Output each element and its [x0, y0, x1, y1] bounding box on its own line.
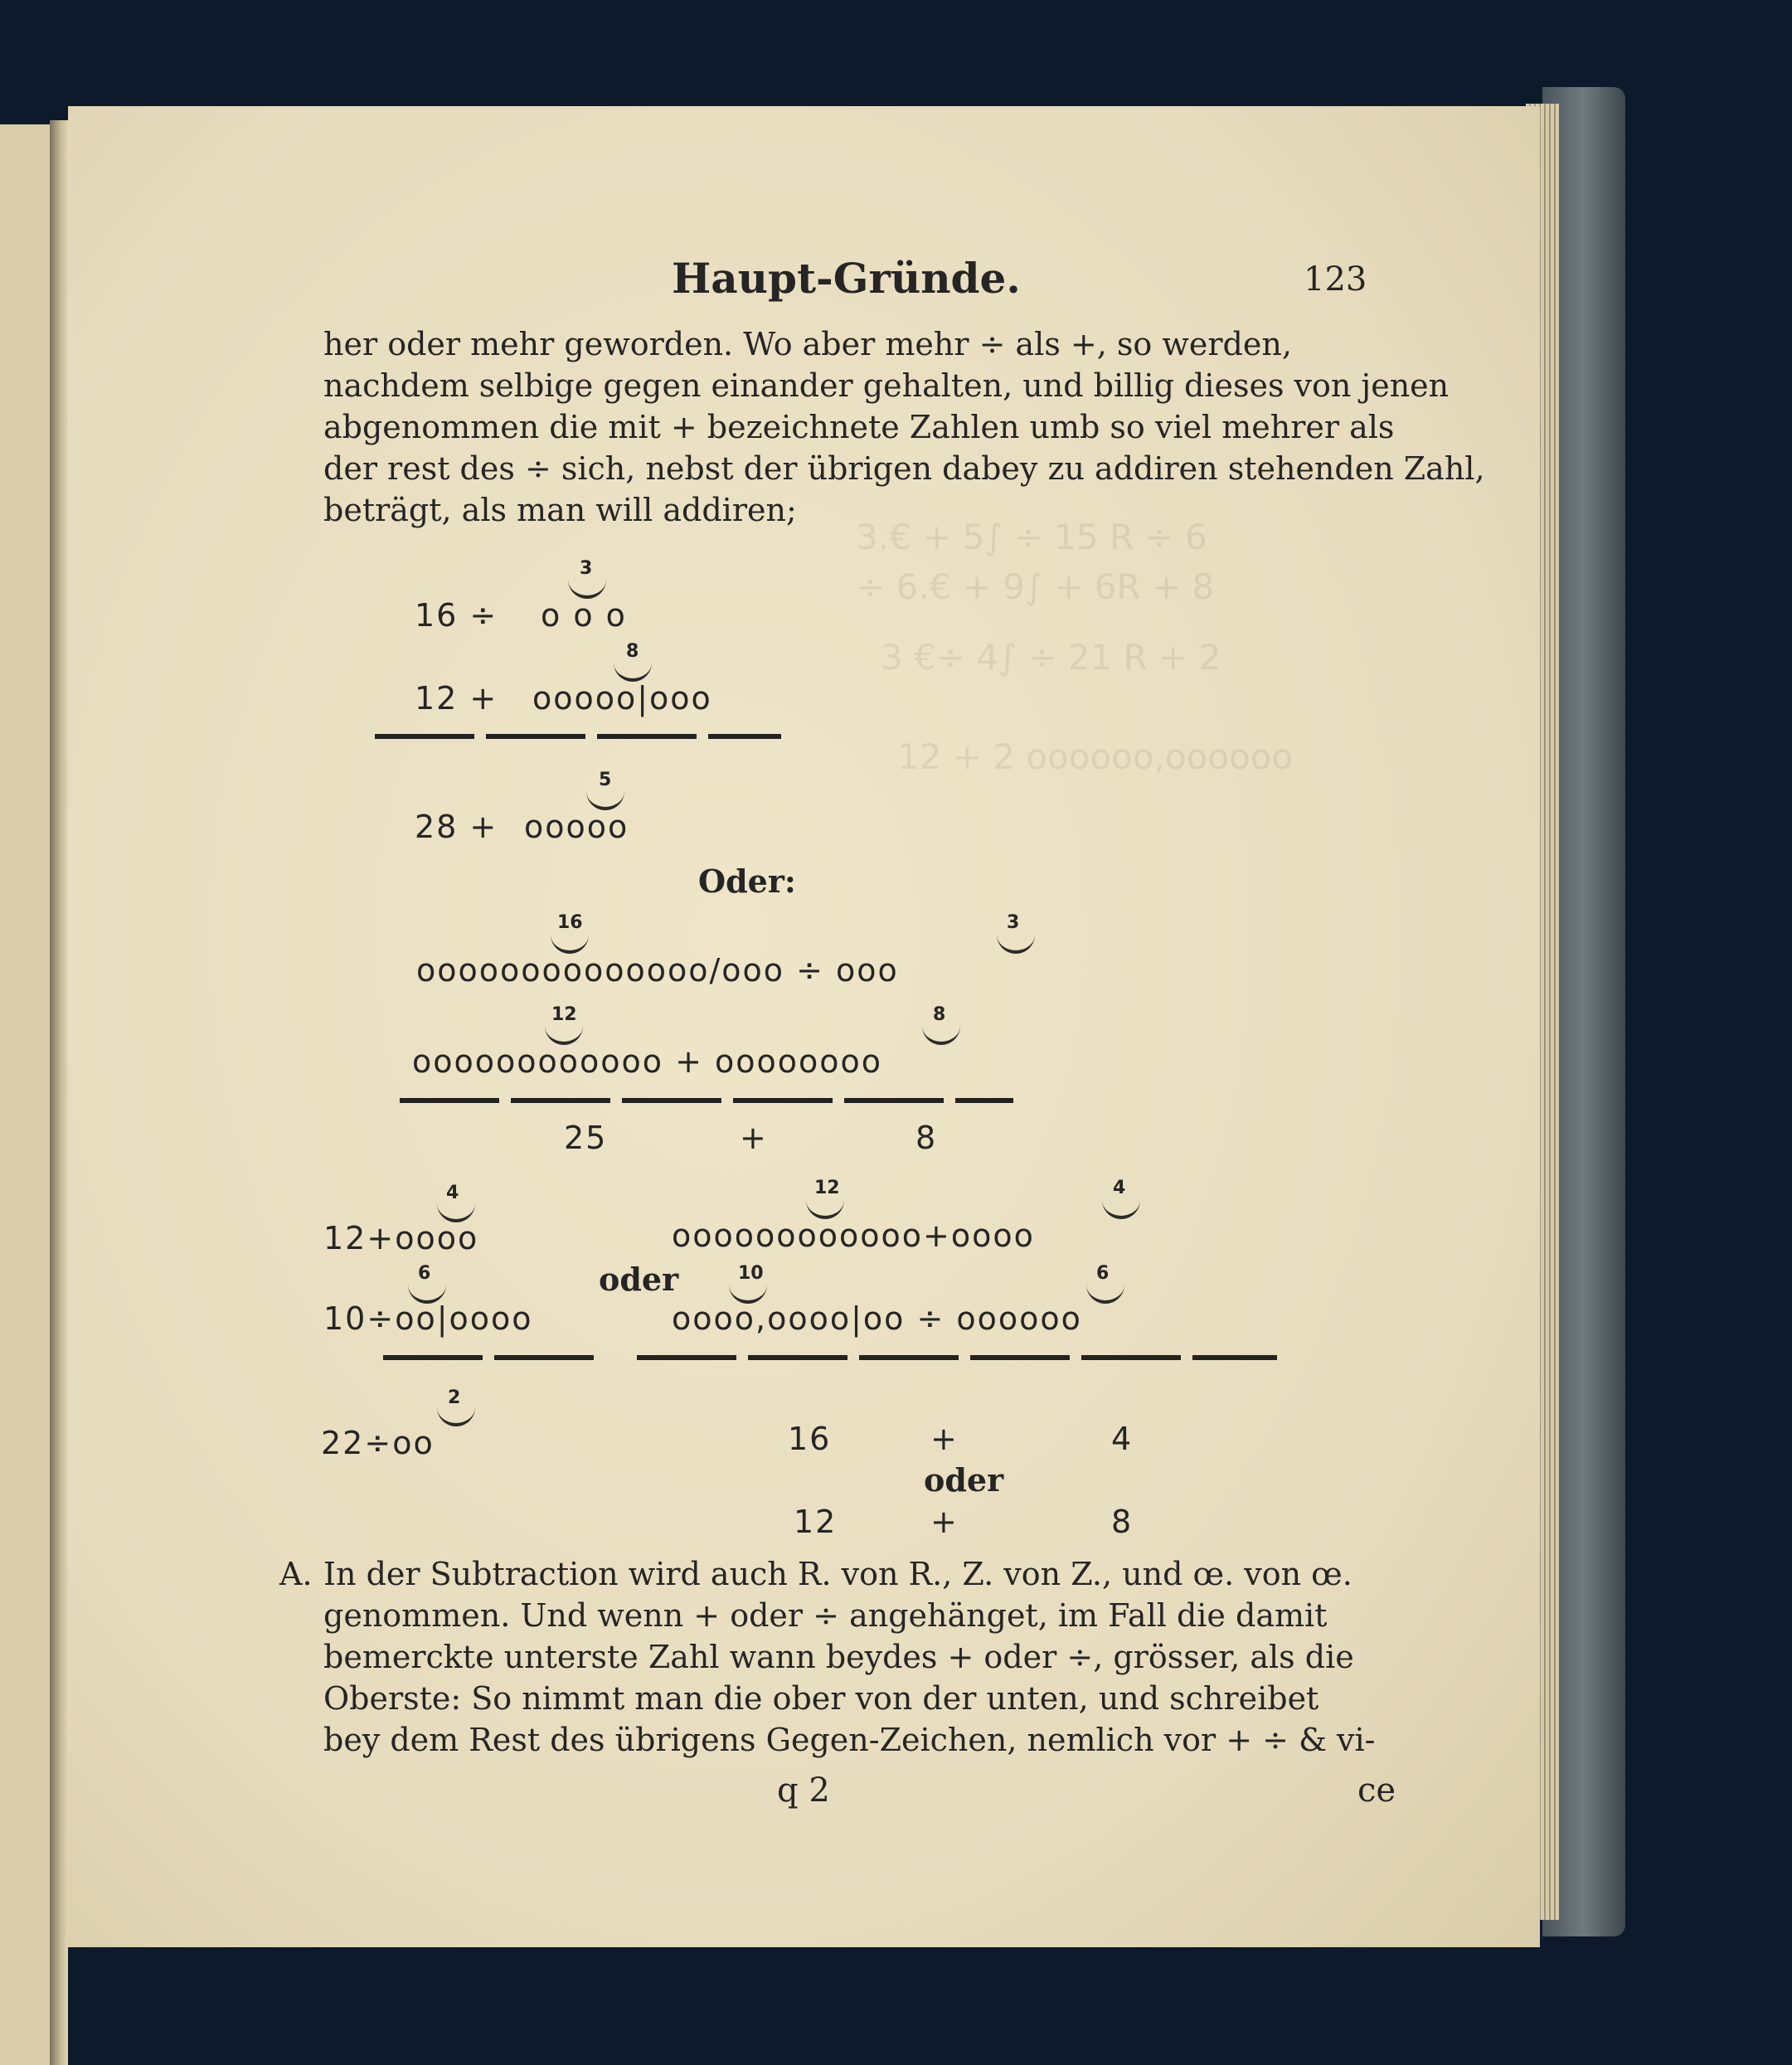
result-b: 8 [1111, 1504, 1134, 1540]
signature-mark: q 2 [777, 1771, 830, 1810]
oder-label: Oder: [698, 862, 796, 900]
group-arc [806, 1199, 844, 1219]
group-count: 6 [1096, 1263, 1110, 1284]
group-arc [545, 1025, 583, 1045]
text-line: bey dem Rest des übrigens Gegen-Zeichen, nemlich vor + ÷ & vi- [323, 1722, 1376, 1758]
sum-rule [637, 1355, 1277, 1360]
result-a: 12 [794, 1504, 838, 1540]
text-line: genommen. Und wenn + oder ÷ angehänget, im Fall die damit [323, 1597, 1328, 1634]
row-units: o o o [541, 597, 627, 634]
group-count: 2 [448, 1387, 461, 1408]
group-arc [551, 934, 589, 954]
text-line: bemerckte unterste Zahl wann beydes + oder ÷, grösser, als die [323, 1639, 1354, 1675]
group-count: 6 [418, 1263, 431, 1284]
catchword: ce [1357, 1771, 1396, 1810]
group-arc [586, 790, 624, 810]
result-op: + [930, 1504, 959, 1540]
group-count: 8 [933, 1004, 946, 1025]
text-line: nachdem selbige gegen einander gehalten, und billig dieses von jenen [323, 367, 1450, 404]
book-page: 3.€ + 5∫ ÷ 15 R ÷ 6 ÷ 6.€ + 9∫ + 6R + 8 3 €÷ 4∫ ÷ 21 R + 2 12 + 2 oooooo,oooooo Haupt-Gründe. 123 her oder mehr geworden. Wo aber mehr ÷ als +, so werden, nachdem selbige gegen einander gehalten, und billig dieses von jenen abgenommen die mit + bezeichnete Zahlen umb so viel mehrer als der rest des ÷ sich, nebst der übrigen dabey zu addiren stehenden Zahl, beträgt, als man will addiren; 3 16 ÷ o o o 8 12 + ooooo|ooo 5 28 + ooooo Oder: 16 3 oooooooooooooo/ooo ÷ ooo 12 8 oooooooooooo + oooooooo 25 + 8 4 12+oooo 6 10÷oo|oooo 2 22÷oo oder 12 4 oooooooooooo+oooo 10 6 oooo,oooo|oo ÷ oooooo 16 + 4 oder 12 + 8 A. In der Subtraction wird auch R. von R., Z. von Z., und œ. von œ. genommen. Und wenn + oder ÷ angehänget, im Fall die damit bemerckte unterste Zahl wann beydes + oder ÷, grösser, als die Oberste: So nimmt man die ober von der unten, und schreibet bey dem Rest des übrigens Gegen-Zeichen, nemlich vor + ÷ & vi- q 2 ce [68, 106, 1540, 1947]
text-line: abgenommen die mit + bezeichnete Zahlen umb so viel mehrer als [323, 409, 1395, 445]
row-units: oooooooooooo + oooooooo [412, 1043, 882, 1080]
group-arc [1086, 1284, 1124, 1304]
group-arc [922, 1025, 960, 1045]
row-number: 16 ÷ [415, 597, 498, 634]
row-units: ooooo [524, 809, 629, 845]
result-b: 4 [1111, 1421, 1134, 1457]
row-units: 12+oooo [323, 1220, 479, 1256]
result-a: 16 [788, 1421, 832, 1457]
result-b: 8 [915, 1120, 938, 1156]
group-count: 3 [580, 558, 593, 579]
row-units: 10÷oo|oooo [323, 1300, 533, 1337]
group-arc [568, 579, 606, 599]
group-count: 10 [738, 1263, 764, 1284]
row-units: 22÷oo [321, 1425, 435, 1461]
text-line: her oder mehr geworden. Wo aber mehr ÷ als +, so werden, [323, 326, 1292, 362]
group-count: 4 [446, 1183, 459, 1203]
sum-rule [400, 1098, 1013, 1103]
text-line: beträgt, als man will addiren; [323, 492, 797, 528]
text-line: In der Subtraction wird auch R. von R., Z. von Z., und œ. von œ. [323, 1556, 1352, 1592]
section-label: A. [279, 1556, 313, 1592]
group-arc [437, 1407, 475, 1426]
row-units: oooooooooooooo/ooo ÷ ooo [416, 952, 899, 989]
text-line: Oberste: So nimmt man die ober von der unten, und schreibet [323, 1680, 1319, 1717]
group-arc [614, 662, 652, 682]
group-count: 12 [551, 1004, 577, 1025]
oder-label: oder [924, 1461, 1004, 1499]
book-spine [50, 120, 68, 2065]
sum-rule [383, 1355, 599, 1360]
group-count: 5 [599, 770, 612, 790]
result-op: + [740, 1120, 768, 1156]
row-number: 12 + [415, 680, 498, 717]
group-count: 16 [557, 912, 583, 933]
group-count: 8 [626, 641, 639, 662]
oder-label: oder [599, 1261, 679, 1298]
row-number: 28 + [415, 809, 498, 845]
group-count: 4 [1113, 1178, 1126, 1198]
result-a: 25 [564, 1120, 608, 1156]
group-count: 12 [814, 1178, 840, 1198]
result-op: + [930, 1421, 959, 1457]
page-number: 123 [1304, 260, 1367, 299]
row-units: ooooo|ooo [532, 680, 712, 717]
group-arc [997, 934, 1035, 954]
running-head: Haupt-Gründe. [672, 254, 1021, 303]
row-units: oooo,oooo|oo ÷ oooooo [672, 1300, 1082, 1337]
row-units: oooooooooooo+oooo [672, 1217, 1035, 1254]
sum-rule [375, 734, 781, 739]
text-line: der rest des ÷ sich, nebst der übrigen dabey zu addiren stehenden Zahl, [323, 450, 1485, 487]
group-arc [1102, 1199, 1140, 1219]
group-count: 3 [1007, 912, 1020, 933]
